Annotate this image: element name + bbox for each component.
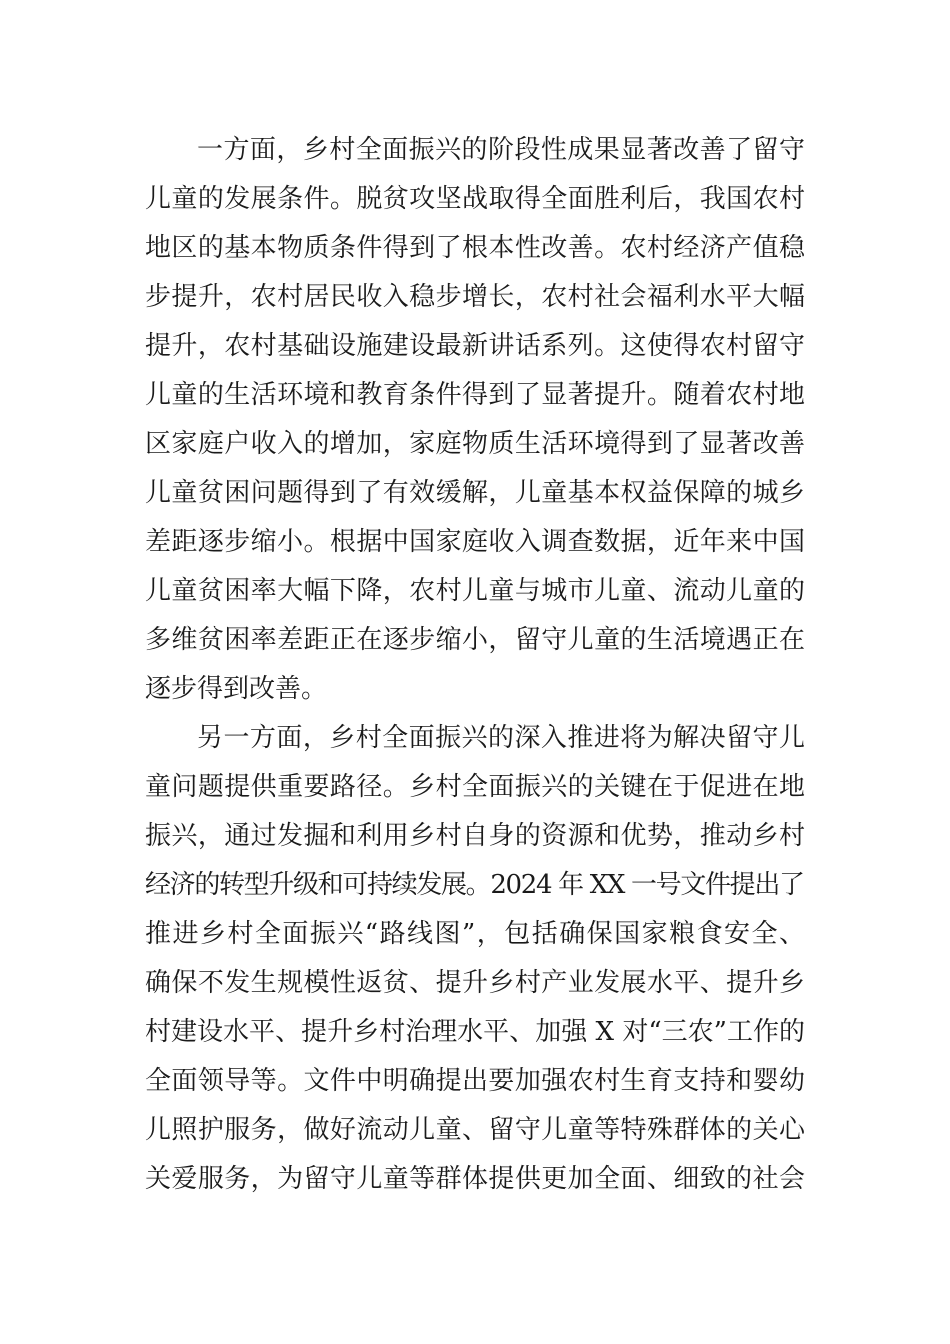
paragraph-2-line-3: [0, 814, 950, 858]
line-text: 全面领导等。文件中明确提出要加强农村生育支持和婴幼: [145, 1066, 806, 1096]
line-text: 振兴，通过发掘和利用乡村自身的资源和优势，推动乡村: [145, 821, 806, 851]
paragraph-1-line-7: [0, 422, 950, 466]
paragraph-2-line-2: [0, 765, 950, 809]
line-text: 提升，农村基础设施建设最新讲话系列。这使得农村留守: [145, 331, 806, 361]
paragraph-2-line-6: [0, 961, 950, 1005]
line-text: 村建设水平、提升乡村治理水平、加强 X 对“三农”工作的: [145, 1017, 806, 1047]
paragraph-1-line-8: [0, 471, 950, 515]
paragraph-1-line-2: [0, 177, 950, 221]
paragraph-1-line-6: [0, 373, 950, 417]
paragraph-1-line-9: [0, 520, 950, 564]
paragraph-2-line-8: [0, 1059, 950, 1103]
line-text: 儿照护服务，做好流动儿童、留守儿童等特殊群体的关心: [145, 1115, 806, 1145]
line-text: 多维贫困率差距正在逐步缩小，留守儿童的生活境遇正在: [145, 625, 806, 655]
line-text: 步提升，农村居民收入稳步增长，农村社会福利水平大幅: [145, 282, 806, 312]
line-text: 逐步得到改善。: [145, 674, 328, 704]
line-text: 儿童贫困问题得到了有效缓解，儿童基本权益保障的城乡: [145, 478, 806, 508]
line-text: 儿童贫困率大幅下降，农村儿童与城市儿童、流动儿童的: [145, 576, 806, 606]
paragraph-2-line-9: [0, 1108, 950, 1152]
paragraph-1-line-11: [0, 618, 950, 662]
line-text: 区家庭户收入的增加，家庭物质生活环境得到了显著改善: [145, 429, 806, 459]
line-text: 儿童的生活环境和教育条件得到了显著提升。随着农村地: [145, 380, 806, 410]
line-text: 关爱服务，为留守儿童等群体提供更加全面、细致的社会: [145, 1164, 806, 1194]
paragraph-2-line-4: [0, 863, 950, 907]
line-text: 地区的基本物质条件得到了根本性改善。农村经济产值稳: [145, 233, 806, 263]
paragraph-1-line-10: [0, 569, 950, 613]
paragraph-1-line-3: [0, 226, 950, 270]
line-text: 确保不发生规模性返贫、提升乡村产业发展水平、提升乡: [145, 968, 806, 998]
paragraph-1-line-5: [0, 324, 950, 368]
line-text: 另一方面，乡村全面振兴的深入推进将为解决留守儿: [197, 723, 806, 753]
paragraph-2-line-7: [0, 1010, 950, 1054]
paragraph-1-line-12: [0, 667, 950, 711]
paragraph-2-line-10: [0, 1157, 950, 1201]
line-text: 推进乡村全面振兴“路线图”，包括确保国家粮食安全、: [145, 919, 807, 949]
paragraph-1-line-4: [0, 275, 950, 319]
line-text: 差距逐步缩小。根据中国家庭收入调查数据，近年来中国: [145, 527, 806, 557]
paragraph-1-line-1: [0, 128, 950, 172]
line-text: 童问题提供重要路径。乡村全面振兴的关键在于促进在地: [145, 772, 806, 802]
paragraph-2-line-1: [0, 716, 950, 760]
line-text: 经济的转型升级和可持续发展。2024 年 XX 一号文件提出了: [145, 870, 804, 900]
paragraph-2-line-5: [0, 912, 950, 956]
line-text: 儿童的发展条件。脱贫攻坚战取得全面胜利后，我国农村: [145, 184, 806, 214]
line-text: 一方面，乡村全面振兴的阶段性成果显著改善了留守: [197, 135, 806, 165]
